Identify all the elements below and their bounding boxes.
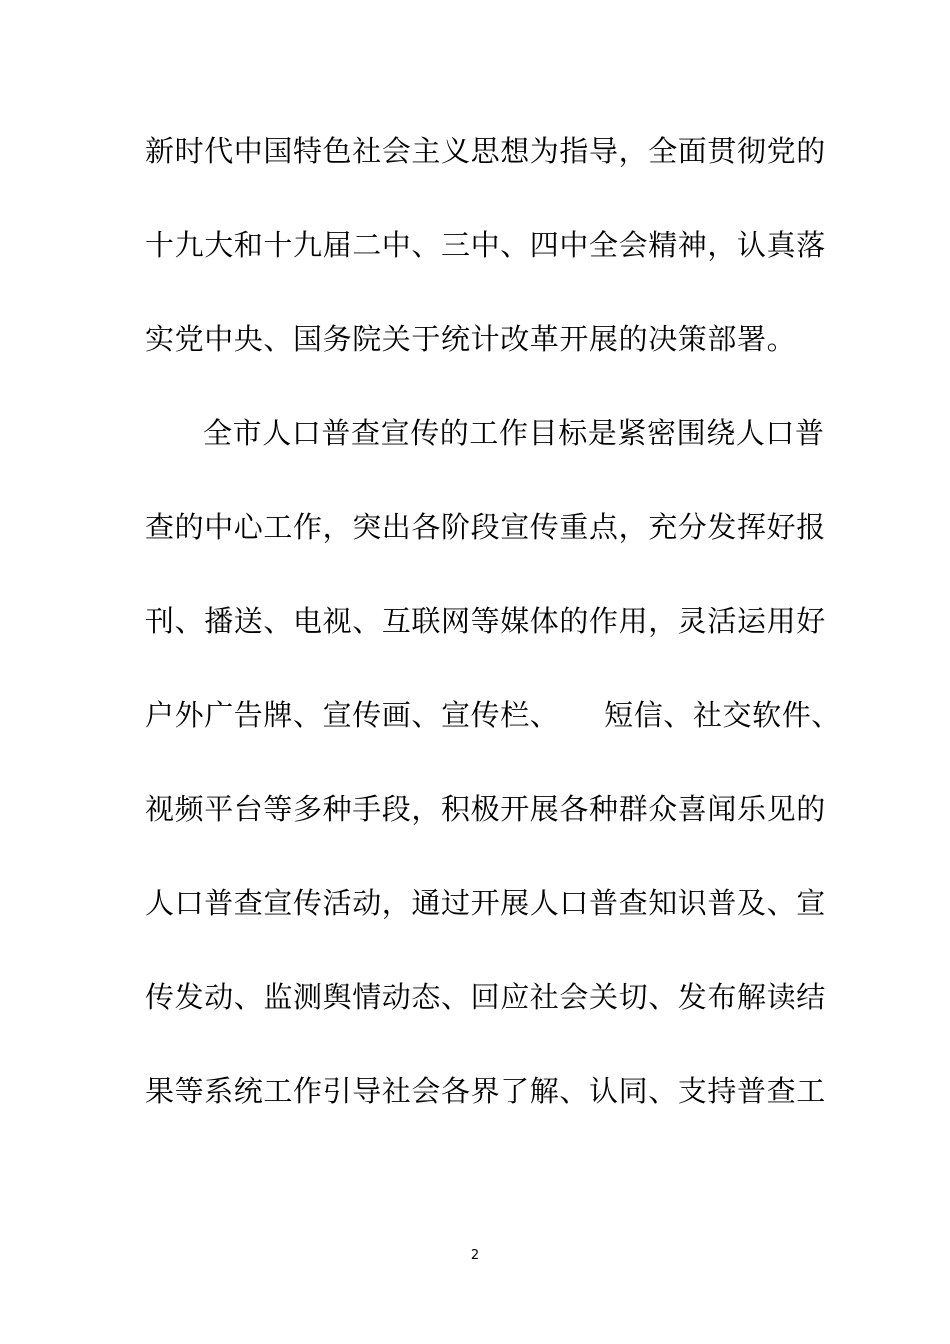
text-line-11: 果等系统工作引导社会各界了解、认同、支持普查工 bbox=[145, 1074, 826, 1108]
text-line-7: 户外广告牌、宣传画、宣传栏、 短信、社交软件、 bbox=[145, 698, 841, 732]
text-line-3: 实党中央、国务院关于统计改革开展的决策部署。 bbox=[145, 322, 797, 356]
text-line-6: 刊、播送、电视、互联网等媒体的作用，灵活运用好 bbox=[145, 604, 826, 638]
text-line-8: 视频平台等多种手段，积极开展各种群众喜闻乐见的 bbox=[145, 792, 826, 826]
text-line-1: 新时代中国特色社会主义思想为指导，全面贯彻党的 bbox=[145, 134, 826, 168]
text-line-10: 传发动、监测舆情动态、回应社会关切、发布解读结 bbox=[145, 980, 826, 1014]
text-line-9: 人口普查宣传活动，通过开展人口普查知识普及、宣 bbox=[145, 886, 826, 920]
text-line-5: 查的中心工作，突出各阶段宣传重点，充分发挥好报 bbox=[145, 510, 826, 544]
text-line-4-paragraph-start: 全市人口普查宣传的工作目标是紧密围绕人口普 bbox=[203, 416, 825, 450]
text-line-2: 十九大和十九届二中、三中、四中全会精神，认真落 bbox=[145, 228, 826, 262]
page-number: 2 bbox=[470, 1248, 480, 1263]
